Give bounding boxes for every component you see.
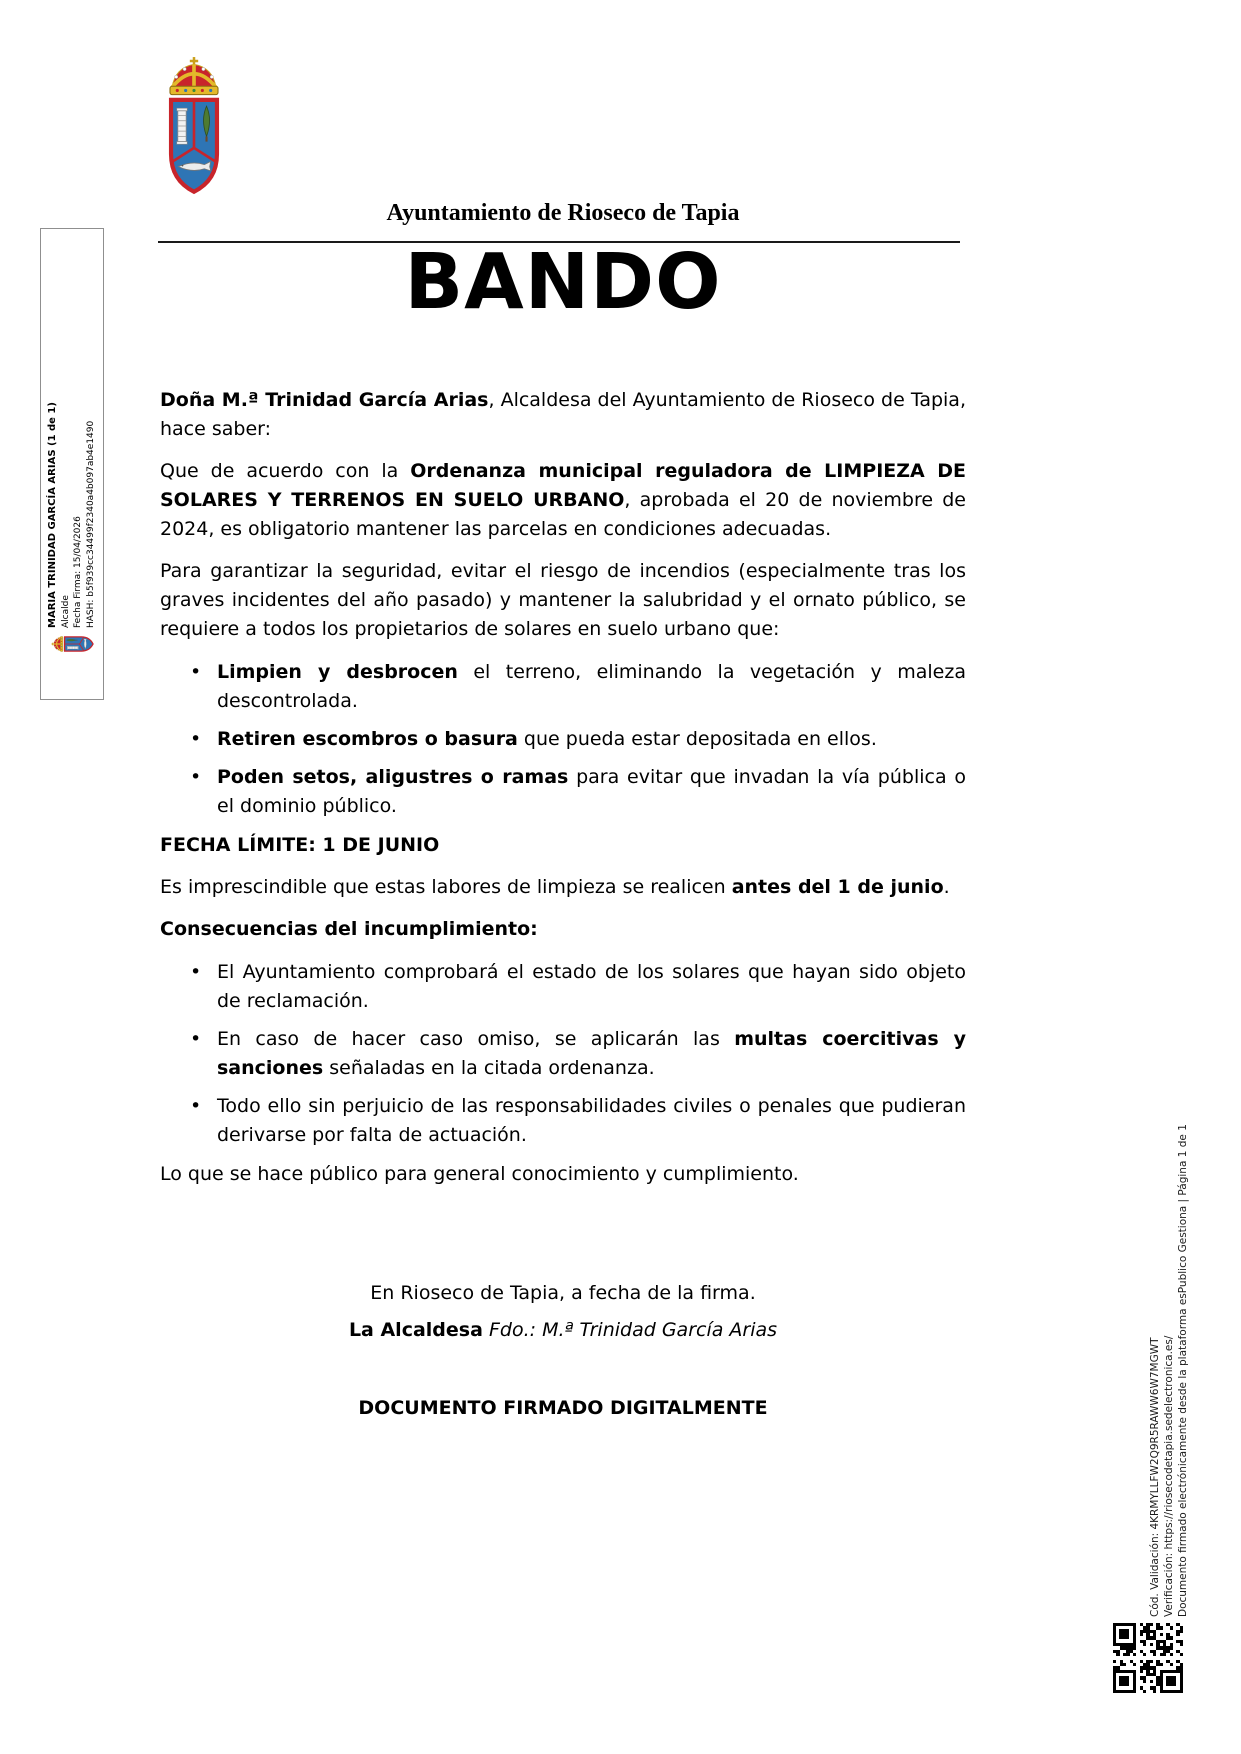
text-run: el terreno, eliminando la vegetación y maleza descontrolada.: [217, 661, 966, 712]
bold-run: multas coercitivas y sanciones: [217, 1028, 967, 1079]
sidebar-signer-name: MARIA TRINIDAD GARCÍA ARIAS (1 de 1): [47, 402, 58, 628]
signature-place-line: En Rioseco de Tapia, a fecha de la firma.: [370, 1282, 756, 1304]
list-item: [217, 1092, 966, 1150]
deadline-heading: FECHA LÍMITE: 1 DE JUNIO: [160, 834, 440, 856]
sidebar-signer-role: Alcalde: [60, 595, 71, 628]
obligations-list: [160, 658, 966, 821]
sidebar-signature-hash: HASH: b5f939cc34499f2340a4b097ab4e1490: [85, 420, 96, 628]
bold-run: Poden setos, aligustres o ramas: [217, 766, 569, 788]
signature-sidebar-text: [47, 236, 99, 628]
qr-code: [1113, 1623, 1183, 1693]
list-item: [217, 1025, 966, 1083]
document-body: [160, 386, 966, 1423]
validation-footer: [1148, 1090, 1192, 1617]
text-run: .: [943, 876, 950, 898]
signer-title-run: La Alcaldesa: [348, 1319, 483, 1341]
page-title: BANDO: [404, 238, 722, 327]
text-run: Para garantizar la seguridad, evitar el riesgo de incendios (especialmente tras los graves incidentes del año pasado) y mantener la salubridad y el ornato público, se requiere a todos los propietarios de solares en suelo urbano que:: [160, 560, 966, 640]
text-run: que pueda estar depositada en ellos.: [517, 728, 877, 750]
header-municipality: Ayuntamiento de Rioseco de Tapia: [386, 200, 740, 226]
list-item: [217, 763, 966, 821]
stamp-coat-of-arms-icon: [51, 634, 95, 654]
text-run: En caso de hacer caso omiso, se aplicarán las: [217, 1028, 735, 1050]
validation-code: Cód. Validación: 4KRMYLLFW2Q9R5RAWW6W7MGWT: [1149, 1337, 1161, 1617]
verification-url: Verificación: https://riosecodetapia.sedelectronica.es/: [1163, 1335, 1175, 1617]
text-run: señaladas en la citada ordenanza.: [323, 1057, 655, 1079]
text-run: Todo ello sin perjuicio de las responsabilidades civiles o penales que pudieran derivarse por falta de actuación.: [217, 1095, 966, 1146]
bold-run: antes del 1 de junio: [731, 876, 944, 898]
sidebar-signature-date: Fecha Firma: 15/04/2026: [73, 516, 83, 628]
list-item: [217, 958, 966, 1016]
list-item: [217, 658, 966, 716]
paragraph-intro: [160, 386, 966, 444]
list-item: [217, 725, 966, 754]
consequences-list: [160, 958, 966, 1150]
text-run: Es imprescindible que estas labores de limpieza se realicen: [160, 876, 732, 898]
text-run: para evitar que invadan la vía pública o el dominio público.: [217, 766, 966, 817]
qr-code-pattern: [1113, 1623, 1183, 1693]
signature-signer-line: [160, 1316, 966, 1345]
signer-fdo-run: Fdo.: M.ª Trinidad García Arias: [488, 1319, 778, 1341]
text-run: El Ayuntamiento comprobará el estado de los solares que hayan sido objeto de reclamación.: [217, 961, 966, 1012]
paragraph-closing-public: Lo que se hace público para general conocimiento y cumplimiento.: [160, 1163, 799, 1185]
digitally-signed-notice: DOCUMENTO FIRMADO DIGITALMENTE: [358, 1397, 768, 1419]
consequences-heading: Consecuencias del incumplimiento:: [160, 918, 538, 940]
ordenanza-name-run: Ordenanza municipal reguladora de LIMPIEZA DE SOLARES Y TERRENOS EN SUELO URBANO: [160, 460, 966, 511]
text-run: Que de acuerdo con la: [160, 460, 411, 482]
text-run: , aprobada el 20 de noviembre de 2024, es obligatorio mantener las parcelas en condiciones adecuadas.: [160, 489, 966, 540]
coat-of-arms-icon: [162, 56, 226, 198]
paragraph-deadline: [160, 873, 966, 902]
platform-page-info: Documento firmado electrónicamente desde la plataforma esPublico Gestiona | Página 1 de 1: [1177, 1124, 1189, 1617]
paragraph-motivo: [160, 557, 966, 644]
paragraph-ordenanza: [160, 457, 966, 544]
bold-run: Retiren escombros o basura: [217, 728, 518, 750]
signer-name-run: Doña M.ª Trinidad García Arias: [160, 389, 489, 411]
text-run: , Alcaldesa del Ayuntamiento de Rioseco de Tapia, hace saber:: [160, 389, 966, 440]
bold-run: Limpien y desbrocen: [217, 661, 458, 683]
